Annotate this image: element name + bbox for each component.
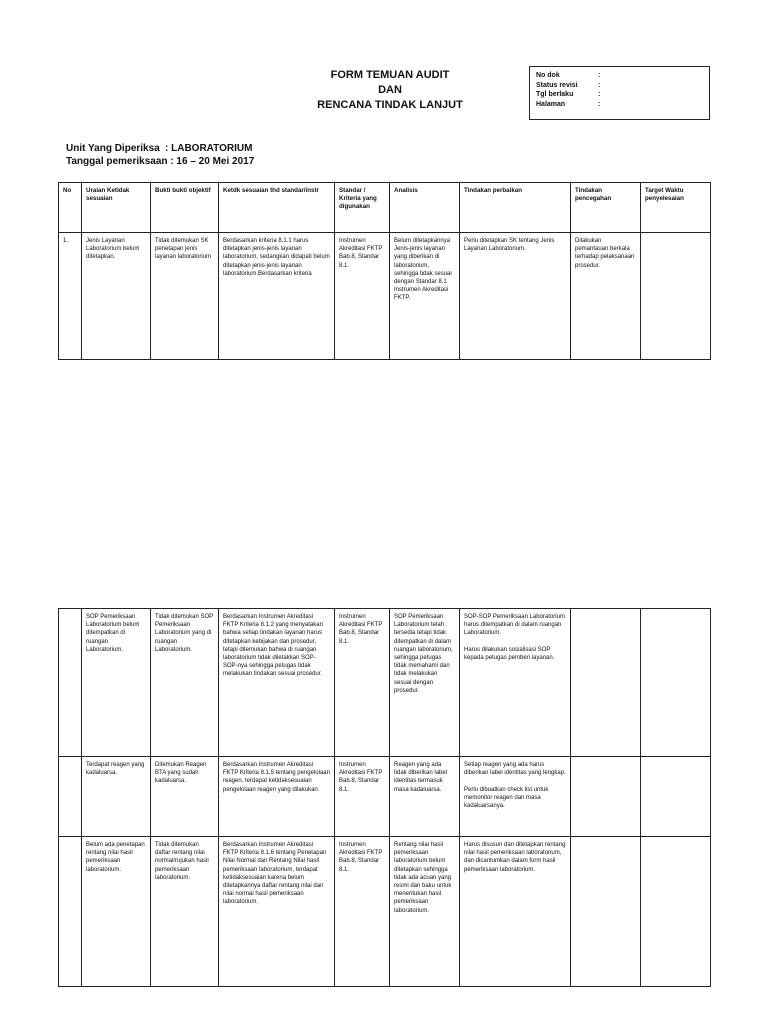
cell-target — [641, 757, 711, 837]
date-label: Tanggal pemeriksaan — [66, 156, 168, 167]
cell-no — [59, 757, 82, 837]
audit-findings-table-continued — [58, 608, 711, 987]
audit-header-info — [66, 142, 254, 168]
doc-info-separator: : — [598, 81, 601, 89]
cell-perbaikan: Harus disusun dan ditetapkan rentang nilai hasil pemeriksaan laboratorium, dan dicantumkan dalam form hasil pemeriksaan laboratorium. — [460, 837, 571, 987]
date-value: : 16 – 20 Mei 2017 — [170, 156, 255, 167]
cell-perbaikan: SOP-SOP Pemeriksaan Laboratorium harus ditempatkan di dalam ruangan Laboratorium. Harus dilakukan sosialisasi SOP kepada petugas pemberi layanan. — [460, 609, 571, 757]
header-analisis: Analisis — [390, 183, 460, 233]
header-bukti: Bukti bukti objektif — [151, 183, 219, 233]
header-perbaikan: Tindakan perbaikan — [460, 183, 571, 233]
cell-analisis: Belum ditetapkannya Jenis-jenis layanan yang diberikan di laboratorium, sehingga tidak sesuai dengan Standar 8.1 Instrumen Akreditasi FKTP. — [390, 233, 460, 360]
form-title-line-1: FORM TEMUAN AUDIT — [330, 69, 450, 81]
cell-target — [641, 233, 711, 360]
cell-bukti: Tidak ditemukan SK penetapan jenis layanan laboratorium — [151, 233, 219, 360]
header-pencegahan: Tindakan pencegahan — [571, 183, 641, 233]
form-title-line-2: DAN — [378, 84, 402, 96]
cell-ketdk: Berdasarkan kriteria 8.1.1 harus ditetapkan jenis-jenis layanan laboratorium, sedangkan didapati belum ditetapkan jenis-jenis layanan laboratorium.Berdasarkan kriteria — [219, 233, 335, 360]
table-row — [59, 837, 711, 987]
cell-ketdk: Berdasarkan Instrumen Akreditasi FKTP Kriteria 8.1.5 tentang pengelolaan reagen, terdapat ketidaksesuaian pengelolaan reagen yang dilakukan. — [219, 757, 335, 837]
cell-bukti: Tidak ditemukan SOP Pemeriksaan Laboratorium yang di ruangan Laboratorium. — [151, 609, 219, 757]
table-row — [59, 757, 711, 837]
cell-ketdk: Berdasarkan Instrumen Akreditasi FKTP Kriteria 8.1.2 yang menyatakan bahwa setiap tindakan layanan harus ditetapkan kebijakan dan prosedur, tetapi ditemukan bahwa di ruangan laboratorium tidak diletakkan SOP-SOP-nya sehingga petugas tidak melakukan tindakan sesuai prosedur. — [219, 609, 335, 757]
cell-standar: Instrumen Akreditasi FKTP Bab.8, Standar 8.1. — [335, 609, 390, 757]
cell-standar: Instrumen Akreditasi FKTP Bab.8, Standar 8.1. — [335, 757, 390, 837]
unit-line — [66, 142, 254, 155]
document-info-box — [529, 66, 710, 120]
cell-pencegahan — [571, 837, 641, 987]
cell-pencegahan — [571, 609, 641, 757]
cell-standar: Instrumen Akreditasi FKTP Bab.8, Standar 8.1. — [335, 837, 390, 987]
cell-uraian: Belum ada penetapan rentang nilai hasil pemeriksaan laboratorium. — [82, 837, 151, 987]
table-header-row — [59, 183, 711, 233]
cell-analisis: Reagen yang ada tidak diberikan label identitas termasuk masa kadaluarsa. — [390, 757, 460, 837]
date-line — [66, 155, 254, 168]
cell-analisis: Rentang nilai hasil pemeriksaan laboratorium belum ditetapkan sehingga tidak ada acuan yang resmi dan baku untuk menentukan hasil pemeriksaan laboratorium. — [390, 837, 460, 987]
cell-uraian: Terdapat reagen yang kadaluarsa. — [82, 757, 151, 837]
cell-ketdk: Berdasarkan Instrumen Akreditasi FKTP Kriteria 8.1.6 tentang Penetapan Nilai Normal dan Rentang Nilai hasil pemeriksaan laboratorium, terdapat ketidaksesuaian karena belum ditetapkannya daftar rentang nilai dan nilai normal hasil pemeriksaan laboratorium. — [219, 837, 335, 987]
header-target: Target Waktu penyelesaian — [641, 183, 711, 233]
doc-info-label: Halaman — [536, 100, 566, 108]
cell-target — [641, 609, 711, 757]
table-row — [59, 233, 711, 360]
cell-bukti: Tidak ditemukan daftar rentang nilai normal/rujukan hasil pemeriksaan laboratorium. — [151, 837, 219, 987]
cell-no: 1. — [59, 233, 82, 360]
cell-uraian: SOP Pemeriksaan Laboratorium belum ditempatkan di ruangan Laboratorium. — [82, 609, 151, 757]
table-row — [59, 609, 711, 757]
cell-perbaikan: Perlu ditetapkan SK tentang Jenis Layanan Laboratorium. — [460, 233, 571, 360]
cell-analisis: SOP Pemeriksaan Laboratorium telah tersedia tetapi tidak ditempatkan di dalam ruangan laboratorium, sehingga petugas tidak memahami dan tidak melakukan sesuai dengan prosedur. — [390, 609, 460, 757]
doc-info-label: Status revisi — [536, 81, 578, 89]
cell-pencegahan — [571, 757, 641, 837]
unit-label: Unit Yang Diperiksa — [66, 143, 160, 154]
header-ketdk: Ketdk sesuaian thd standar/instr — [219, 183, 335, 233]
doc-info-separator: : — [598, 100, 601, 108]
header-uraian: Uraian Ketidak sesuaian — [82, 183, 151, 233]
doc-info-row — [536, 81, 703, 91]
cell-no — [59, 609, 82, 757]
header-no: No — [59, 183, 82, 233]
doc-info-separator: : — [598, 72, 601, 79]
doc-info-label: Tgl berlaku — [536, 91, 574, 98]
cell-perbaikan: Setiap reagen yang ada harus diberikan label identitas yang lengkap. Perlu dibuatkan check list untuk memonitor reagen dan masa kadaluarsanya. — [460, 757, 571, 837]
doc-info-row — [536, 90, 703, 100]
cell-pencegahan: Dilakukan pemantauan berkala terhadap pelaksanaan prosedur. — [571, 233, 641, 360]
cell-standar: Instrumen Akreditasi FKTP Bab.8, Standar 8.1. — [335, 233, 390, 360]
cell-uraian: Jenis Layanan Laboratorium belum ditetapkan. — [82, 233, 151, 360]
form-title-line-3: RENCANA TINDAK LANJUT — [317, 99, 463, 111]
doc-info-row — [536, 100, 703, 110]
cell-no — [59, 837, 82, 987]
doc-info-row — [536, 71, 703, 81]
unit-value: : LABORATORIUM — [165, 143, 253, 154]
audit-findings-table — [58, 182, 711, 360]
doc-info-label: No dok — [536, 72, 560, 79]
cell-bukti: Ditemukan Reagen BTA yang sudah kadaluarsa. — [151, 757, 219, 837]
doc-info-separator: : — [598, 91, 601, 98]
form-title — [290, 68, 490, 113]
header-standar: Standar / Kriteria yang digunakan — [335, 183, 390, 233]
cell-target — [641, 837, 711, 987]
